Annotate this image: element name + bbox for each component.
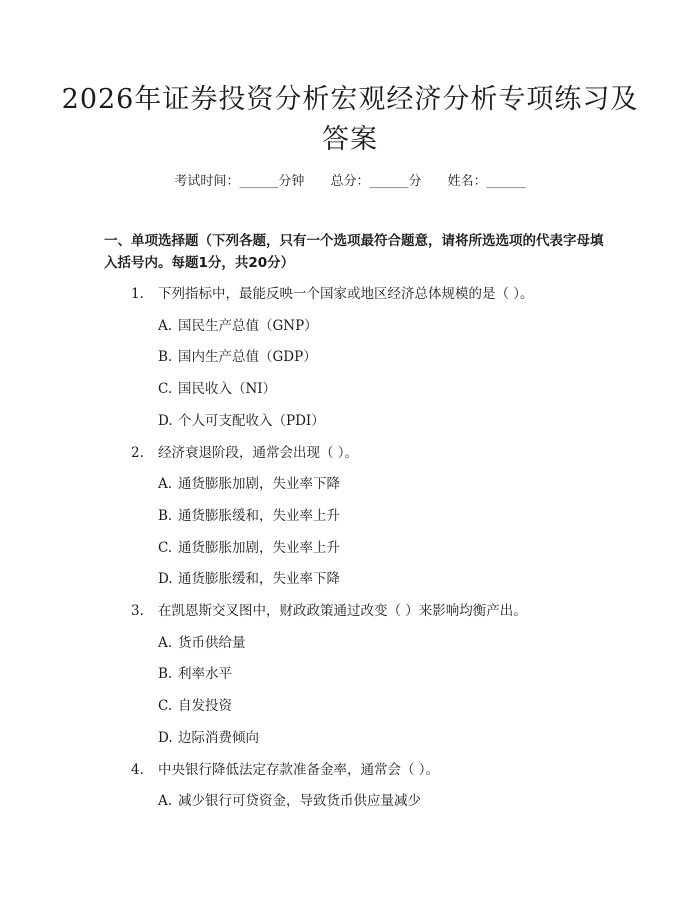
option-key: A. <box>158 634 173 651</box>
total-score-label: 总分：______分 <box>330 174 422 189</box>
option-key: A. <box>158 793 173 810</box>
option-text: 国内生产总值（GDP） <box>178 349 317 366</box>
option-text: 利率水平 <box>178 666 232 683</box>
question-2-option-c <box>158 536 340 556</box>
option-text: 自发投资 <box>178 698 232 715</box>
option-key: C. <box>158 698 173 715</box>
section-title: 一、单项选择题（下列各题，只有一个选项最符合题意，请将所选选项的代表字母填入括号内。每题1分，共20分） <box>104 233 604 271</box>
question-1-option-c <box>158 377 276 397</box>
question-2-option-d <box>158 567 340 587</box>
question-3 <box>131 599 527 619</box>
option-text: 通货膨胀加剧，失业率下降 <box>178 476 340 493</box>
option-text: 个人可支配收入（PDI） <box>178 412 325 429</box>
option-key: D. <box>158 571 173 588</box>
option-key: D. <box>158 412 173 429</box>
question-text: 经济衰退阶段，通常会出现（ ）。 <box>158 444 359 461</box>
question-2-option-b <box>158 504 340 524</box>
option-key: B. <box>158 349 173 366</box>
exam-time-label: 考试时间：______分钟 <box>174 174 305 189</box>
question-text: 中央银行降低法定存款准备金率，通常会（ ）。 <box>158 761 440 778</box>
question-number: 1. <box>131 286 144 302</box>
question-number: 3. <box>131 603 144 619</box>
name-label: 姓名：______ <box>447 174 526 189</box>
question-text: 下列指标中，最能反映一个国家或地区经济总体规模的是（ ）。 <box>158 286 534 302</box>
question-number: 2. <box>131 444 144 461</box>
question-1-option-b <box>158 345 317 365</box>
option-key: A. <box>158 476 173 493</box>
question-2-option-a <box>158 472 340 492</box>
question-4-option-a <box>158 789 421 809</box>
option-key: A. <box>158 317 173 334</box>
question-text: 在凯恩斯交叉图中，财政政策通过改变（ ）来影响均衡产出。 <box>158 603 527 619</box>
document-title: 2026年证券投资分析宏观经济分析专项练习及答案 <box>61 84 639 155</box>
option-text: 国民生产总值（GNP） <box>178 317 318 334</box>
option-text: 通货膨胀缓和，失业率下降 <box>178 571 340 588</box>
option-key: D. <box>158 729 173 746</box>
question-3-option-a <box>158 631 246 651</box>
question-3-option-b <box>158 662 232 682</box>
question-3-option-d <box>158 726 259 746</box>
option-text: 通货膨胀缓和，失业率上升 <box>178 507 340 524</box>
exam-meta <box>0 170 700 189</box>
option-key: B. <box>158 507 173 524</box>
option-key: C. <box>158 381 173 398</box>
option-key: C. <box>158 539 173 556</box>
question-1-option-d <box>158 409 325 429</box>
option-text: 减少银行可贷资金，导致货币供应量减少 <box>178 793 421 810</box>
option-key: B. <box>158 666 173 683</box>
question-2 <box>131 441 358 461</box>
option-text: 国民收入（NI） <box>178 381 277 398</box>
question-1-option-a <box>158 314 318 334</box>
option-text: 货币供给量 <box>178 634 246 651</box>
question-number: 4. <box>131 761 144 778</box>
option-text: 通货膨胀加剧，失业率上升 <box>178 539 340 556</box>
question-4 <box>131 758 439 778</box>
question-1 <box>131 282 534 302</box>
question-3-option-c <box>158 694 232 714</box>
option-text: 边际消费倾向 <box>178 729 259 746</box>
